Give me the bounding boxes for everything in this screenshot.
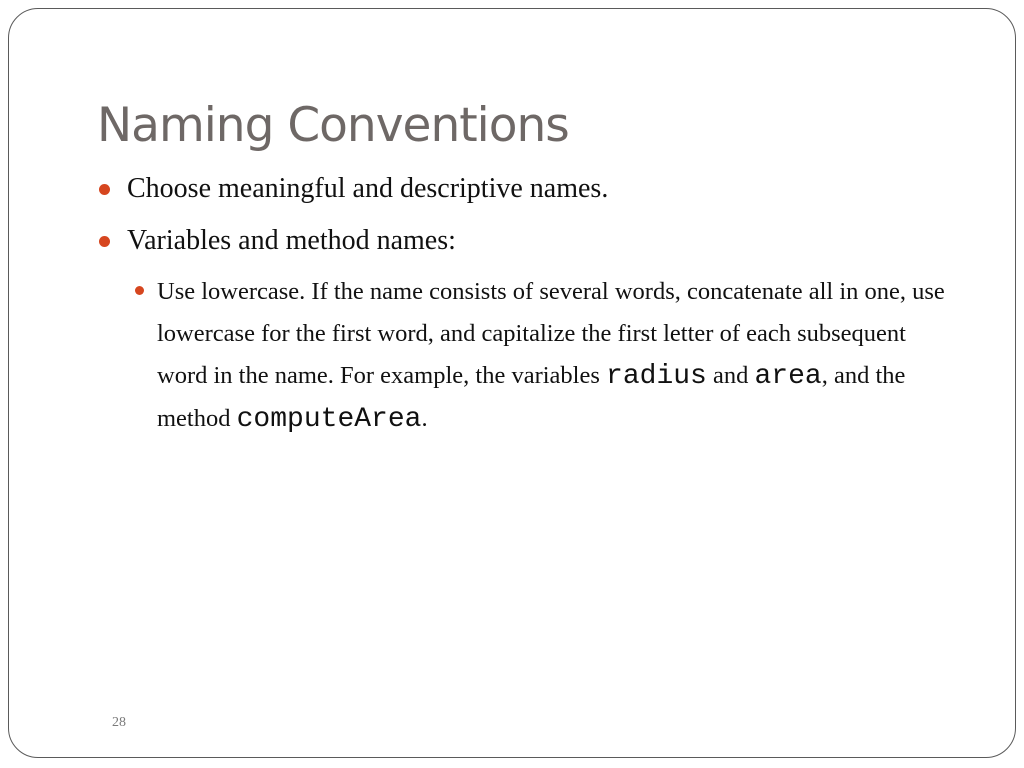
slide-frame [8, 8, 1016, 758]
bullet-variables-methods [127, 224, 456, 258]
sub-bullet-text: and [706, 362, 755, 389]
bullet-choose-names [127, 172, 608, 206]
code-area: area [754, 361, 822, 392]
code-compute-area: computeArea [236, 404, 422, 435]
sub-bullet-text: , and the method [157, 362, 906, 432]
bullet-text: Choose meaningful and descriptive names. [127, 173, 609, 204]
sub-bullet-lowercase-rule [157, 271, 947, 441]
page-number: 28 [112, 715, 126, 730]
code-radius: radius [606, 361, 707, 392]
sub-bullet-text: Use lowercase. If the name consists of several words, concatenate all in one, use lowercase for the first word, and capitalize the first letter of each subsequent word in the name. For example, the variables [157, 278, 945, 389]
bullet-text: Variables and method names: [127, 225, 456, 256]
sub-bullet-text: . [421, 405, 428, 432]
slide-title: Naming Conventions [97, 98, 569, 153]
